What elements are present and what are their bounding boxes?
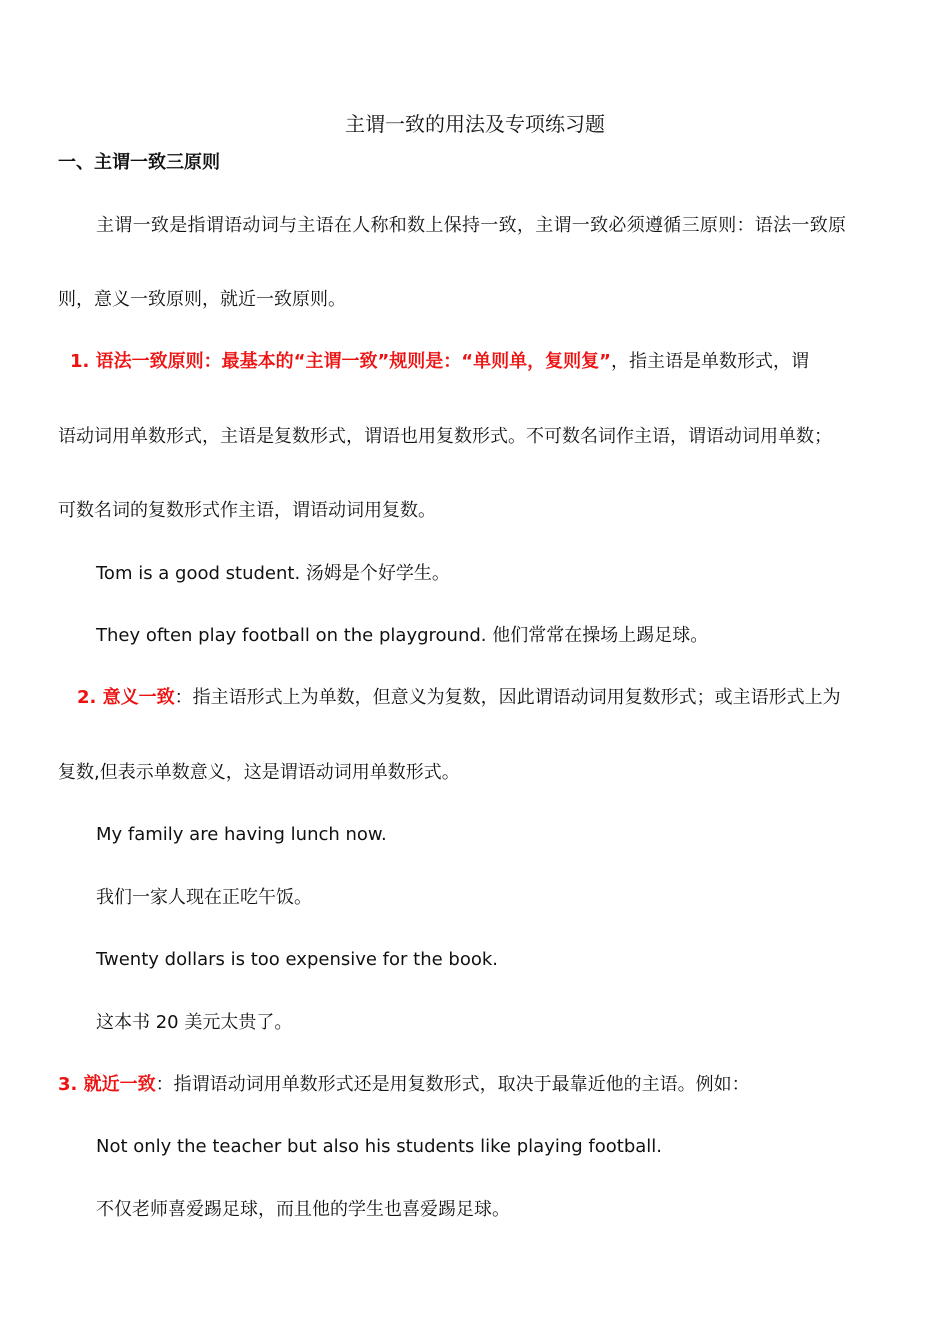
rule-3-example-english: Not only the teacher but also his students like playing football. xyxy=(96,1136,662,1157)
rule-1-paragraph-line-2: 语动词用单数形式，主语是复数形式，谓语也用复数形式。不可数名词作主语，谓语动词用单数； xyxy=(58,426,832,447)
rule-1-paragraph-line-1 xyxy=(70,350,809,374)
rule-3-text: ：指谓语动词用单数形式还是用复数形式，取决于最靠近他的主语。例如： xyxy=(155,1074,750,1095)
rule-2-label: 2. 意义一致 xyxy=(77,687,175,708)
rule-2-example-1-english: My family are having lunch now. xyxy=(96,824,387,845)
section-heading: 一、主谓一致三原则 xyxy=(58,152,220,173)
intro-paragraph-line-2: 则，意义一致原则，就近一致原则。 xyxy=(58,289,346,310)
rule-1-text: ，指主语是单数形式，谓 xyxy=(610,351,809,372)
rule-1-example-2: They often play football on the playground. 他们常常在操场上踢足球。 xyxy=(96,625,709,646)
rule-1-example-1: Tom is a good student. 汤姆是个好学生。 xyxy=(96,563,450,584)
rule-3-example-chinese: 不仅老师喜爱踢足球，而且他的学生也喜爱踢足球。 xyxy=(96,1199,510,1220)
rule-2-example-1-chinese: 我们一家人现在正吃午饭。 xyxy=(96,887,312,908)
rule-3-paragraph-line-1 xyxy=(58,1073,750,1097)
rule-2-paragraph-line-2: 复数,但表示单数意义，这是谓语动词用单数形式。 xyxy=(58,762,460,783)
rule-2-paragraph-line-1 xyxy=(77,686,841,710)
rule-2-example-2-chinese: 这本书 20 美元太贵了。 xyxy=(96,1012,293,1033)
rule-1-label: 1. 语法一致原则：最基本的“主谓一致”规则是：“单则单，复则复” xyxy=(70,351,611,372)
rule-2-example-2-english: Twenty dollars is too expensive for the book. xyxy=(96,949,499,970)
page-title: 主谓一致的用法及专项练习题 xyxy=(345,112,605,136)
intro-paragraph-line-1: 主谓一致是指谓语动词与主语在人称和数上保持一致，主谓一致必须遵循三原则：语法一致原 xyxy=(96,215,847,236)
rule-3-label: 3. 就近一致 xyxy=(58,1074,156,1095)
rule-1-paragraph-line-3: 可数名词的复数形式作主语，谓语动词用复数。 xyxy=(58,500,436,521)
rule-2-text: ：指主语形式上为单数，但意义为复数，因此谓语动词用复数形式；或主语形式上为 xyxy=(174,687,841,708)
